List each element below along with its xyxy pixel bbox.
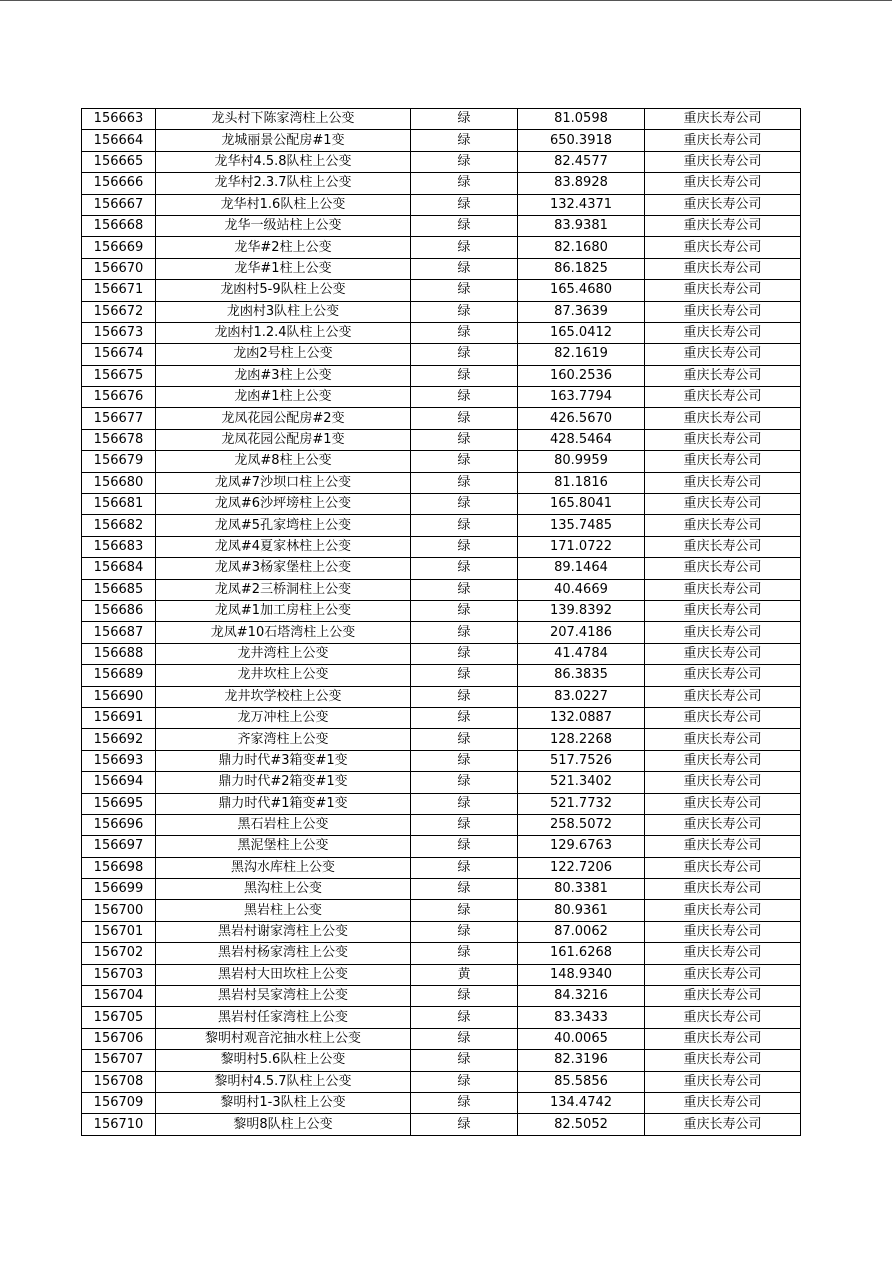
table-row (82, 494, 801, 515)
row-status-cell: 绿 (411, 130, 518, 151)
row-name-cell: 龙凼村3队柱上公变 (156, 301, 411, 322)
table-row (82, 365, 801, 386)
row-company-cell: 重庆长寿公司 (645, 387, 801, 408)
row-company-cell: 重庆长寿公司 (645, 579, 801, 600)
row-name-cell: 黑沟水库柱上公变 (156, 857, 411, 878)
table-row (82, 814, 801, 835)
row-value-cell: 86.1825 (518, 258, 645, 279)
row-id-cell: 156695 (82, 793, 156, 814)
row-status-cell: 绿 (411, 772, 518, 793)
row-name-cell: 黑岩村任家湾柱上公变 (156, 1007, 411, 1028)
row-id-cell: 156702 (82, 943, 156, 964)
table-row (82, 451, 801, 472)
row-company-cell: 重庆长寿公司 (645, 707, 801, 728)
row-id-cell: 156664 (82, 130, 156, 151)
row-id-cell: 156677 (82, 408, 156, 429)
row-value-cell: 80.9959 (518, 451, 645, 472)
row-name-cell: 龙凼2号柱上公变 (156, 344, 411, 365)
table-row (82, 665, 801, 686)
table-row (82, 900, 801, 921)
row-id-cell: 156679 (82, 451, 156, 472)
row-id-cell: 156683 (82, 536, 156, 557)
row-status-cell: 绿 (411, 1028, 518, 1049)
row-name-cell: 黑岩村大田坎柱上公变 (156, 964, 411, 985)
row-company-cell: 重庆长寿公司 (645, 943, 801, 964)
row-status-cell: 绿 (411, 515, 518, 536)
row-name-cell: 黎明8队柱上公变 (156, 1114, 411, 1135)
table-row (82, 344, 801, 365)
row-value-cell: 128.2268 (518, 729, 645, 750)
row-value-cell: 428.5464 (518, 429, 645, 450)
row-id-cell: 156699 (82, 879, 156, 900)
table-row (82, 707, 801, 728)
row-id-cell: 156673 (82, 322, 156, 343)
row-name-cell: 龙头村下陈家湾柱上公变 (156, 109, 411, 130)
row-value-cell: 171.0722 (518, 536, 645, 557)
row-company-cell: 重庆长寿公司 (645, 643, 801, 664)
row-status-cell: 绿 (411, 558, 518, 579)
row-value-cell: 163.7794 (518, 387, 645, 408)
row-name-cell: 龙凤#2三桥洞柱上公变 (156, 579, 411, 600)
row-company-cell: 重庆长寿公司 (645, 793, 801, 814)
row-name-cell: 黑泥堡柱上公变 (156, 836, 411, 857)
table-row (82, 215, 801, 236)
table-row (82, 130, 801, 151)
row-id-cell: 156694 (82, 772, 156, 793)
row-company-cell: 重庆长寿公司 (645, 1071, 801, 1092)
row-id-cell: 156685 (82, 579, 156, 600)
row-name-cell: 龙凼村5-9队柱上公变 (156, 280, 411, 301)
row-name-cell: 黎明村5.6队柱上公变 (156, 1050, 411, 1071)
row-id-cell: 156670 (82, 258, 156, 279)
row-name-cell: 龙凼#3柱上公变 (156, 365, 411, 386)
row-id-cell: 156676 (82, 387, 156, 408)
row-value-cell: 84.3216 (518, 986, 645, 1007)
row-company-cell: 重庆长寿公司 (645, 622, 801, 643)
row-company-cell: 重庆长寿公司 (645, 600, 801, 621)
row-value-cell: 650.3918 (518, 130, 645, 151)
table-row (82, 194, 801, 215)
row-name-cell: 黎明村观音沱抽水柱上公变 (156, 1028, 411, 1049)
row-company-cell: 重庆长寿公司 (645, 729, 801, 750)
row-company-cell: 重庆长寿公司 (645, 986, 801, 1007)
row-id-cell: 156675 (82, 365, 156, 386)
row-company-cell: 重庆长寿公司 (645, 429, 801, 450)
row-company-cell: 重庆长寿公司 (645, 365, 801, 386)
row-id-cell: 156674 (82, 344, 156, 365)
row-status-cell: 绿 (411, 237, 518, 258)
row-status-cell: 绿 (411, 1071, 518, 1092)
row-status-cell: 绿 (411, 280, 518, 301)
table-row (82, 579, 801, 600)
row-company-cell: 重庆长寿公司 (645, 1028, 801, 1049)
row-id-cell: 156689 (82, 665, 156, 686)
row-name-cell: 龙凤#10石塔湾柱上公变 (156, 622, 411, 643)
row-company-cell: 重庆长寿公司 (645, 665, 801, 686)
row-status-cell: 绿 (411, 151, 518, 172)
row-name-cell: 龙华#1柱上公变 (156, 258, 411, 279)
row-status-cell: 绿 (411, 451, 518, 472)
row-company-cell: 重庆长寿公司 (645, 857, 801, 878)
row-value-cell: 80.9361 (518, 900, 645, 921)
table-row (82, 986, 801, 1007)
row-name-cell: 龙华村2.3.7队柱上公变 (156, 173, 411, 194)
row-status-cell: 绿 (411, 536, 518, 557)
table-row (82, 729, 801, 750)
row-status-cell: 绿 (411, 408, 518, 429)
row-value-cell: 83.3433 (518, 1007, 645, 1028)
row-status-cell: 绿 (411, 1092, 518, 1113)
table-row (82, 879, 801, 900)
row-status-cell: 绿 (411, 301, 518, 322)
row-company-cell: 重庆长寿公司 (645, 536, 801, 557)
row-value-cell: 83.9381 (518, 215, 645, 236)
row-value-cell: 40.0065 (518, 1028, 645, 1049)
table-row (82, 1092, 801, 1113)
row-id-cell: 156701 (82, 921, 156, 942)
row-name-cell: 龙华一级站柱上公变 (156, 215, 411, 236)
row-value-cell: 82.1680 (518, 237, 645, 258)
row-value-cell: 148.9340 (518, 964, 645, 985)
row-company-cell: 重庆长寿公司 (645, 1092, 801, 1113)
row-id-cell: 156696 (82, 814, 156, 835)
row-status-cell: 绿 (411, 879, 518, 900)
row-name-cell: 龙凤#5孔家塆柱上公变 (156, 515, 411, 536)
row-name-cell: 龙凤#4夏家林柱上公变 (156, 536, 411, 557)
row-value-cell: 165.0412 (518, 322, 645, 343)
row-company-cell: 重庆长寿公司 (645, 258, 801, 279)
row-value-cell: 132.4371 (518, 194, 645, 215)
row-value-cell: 87.3639 (518, 301, 645, 322)
row-status-cell: 绿 (411, 686, 518, 707)
row-company-cell: 重庆长寿公司 (645, 130, 801, 151)
row-name-cell: 黑沟柱上公变 (156, 879, 411, 900)
row-value-cell: 82.1619 (518, 344, 645, 365)
row-value-cell: 86.3835 (518, 665, 645, 686)
row-value-cell: 165.4680 (518, 280, 645, 301)
table-row (82, 1028, 801, 1049)
row-id-cell: 156698 (82, 857, 156, 878)
row-name-cell: 黎明村1-3队柱上公变 (156, 1092, 411, 1113)
row-value-cell: 258.5072 (518, 814, 645, 835)
table-row (82, 1114, 801, 1135)
row-status-cell: 绿 (411, 622, 518, 643)
row-id-cell: 156703 (82, 964, 156, 985)
row-company-cell: 重庆长寿公司 (645, 151, 801, 172)
row-status-cell: 绿 (411, 344, 518, 365)
row-company-cell: 重庆长寿公司 (645, 814, 801, 835)
table-row (82, 237, 801, 258)
row-id-cell: 156704 (82, 986, 156, 1007)
row-status-cell: 绿 (411, 643, 518, 664)
row-name-cell: 黑岩村谢家湾柱上公变 (156, 921, 411, 942)
row-status-cell: 绿 (411, 1050, 518, 1071)
row-value-cell: 129.6763 (518, 836, 645, 857)
row-id-cell: 156707 (82, 1050, 156, 1071)
row-status-cell: 绿 (411, 258, 518, 279)
table-row (82, 109, 801, 130)
row-company-cell: 重庆长寿公司 (645, 301, 801, 322)
row-status-cell: 绿 (411, 729, 518, 750)
row-id-cell: 156666 (82, 173, 156, 194)
row-value-cell: 161.6268 (518, 943, 645, 964)
row-name-cell: 黑岩村杨家湾柱上公变 (156, 943, 411, 964)
row-value-cell: 80.3381 (518, 879, 645, 900)
row-id-cell: 156678 (82, 429, 156, 450)
row-status-cell: 绿 (411, 943, 518, 964)
table-row (82, 622, 801, 643)
table-row (82, 943, 801, 964)
row-status-cell: 绿 (411, 750, 518, 771)
row-name-cell: 龙凼村1.2.4队柱上公变 (156, 322, 411, 343)
row-name-cell: 龙凤#3杨家堡柱上公变 (156, 558, 411, 579)
table-row (82, 429, 801, 450)
row-value-cell: 83.8928 (518, 173, 645, 194)
row-value-cell: 85.5856 (518, 1071, 645, 1092)
row-company-cell: 重庆长寿公司 (645, 879, 801, 900)
table-row (82, 857, 801, 878)
table-row (82, 793, 801, 814)
row-status-cell: 绿 (411, 194, 518, 215)
table-row (82, 600, 801, 621)
row-status-cell: 绿 (411, 1114, 518, 1135)
row-status-cell: 绿 (411, 857, 518, 878)
row-company-cell: 重庆长寿公司 (645, 109, 801, 130)
row-company-cell: 重庆长寿公司 (645, 558, 801, 579)
row-value-cell: 82.4577 (518, 151, 645, 172)
table-row (82, 280, 801, 301)
row-value-cell: 134.4742 (518, 1092, 645, 1113)
row-status-cell: 绿 (411, 900, 518, 921)
row-name-cell: 龙凤#8柱上公变 (156, 451, 411, 472)
table-row (82, 173, 801, 194)
row-status-cell: 绿 (411, 986, 518, 1007)
row-company-cell: 重庆长寿公司 (645, 173, 801, 194)
row-company-cell: 重庆长寿公司 (645, 515, 801, 536)
row-id-cell: 156708 (82, 1071, 156, 1092)
row-status-cell: 绿 (411, 921, 518, 942)
row-value-cell: 135.7485 (518, 515, 645, 536)
row-value-cell: 81.0598 (518, 109, 645, 130)
row-company-cell: 重庆长寿公司 (645, 194, 801, 215)
row-name-cell: 黑岩村吴家湾柱上公变 (156, 986, 411, 1007)
row-company-cell: 重庆长寿公司 (645, 836, 801, 857)
row-value-cell: 122.7206 (518, 857, 645, 878)
table-row (82, 515, 801, 536)
row-name-cell: 龙井坎学校柱上公变 (156, 686, 411, 707)
row-name-cell: 龙凤#1加工房柱上公变 (156, 600, 411, 621)
row-id-cell: 156690 (82, 686, 156, 707)
table-row (82, 536, 801, 557)
page-top-rule (0, 0, 892, 1)
row-name-cell: 黎明村4.5.7队柱上公变 (156, 1071, 411, 1092)
table-row (82, 964, 801, 985)
row-id-cell: 156665 (82, 151, 156, 172)
row-status-cell: 绿 (411, 579, 518, 600)
row-company-cell: 重庆长寿公司 (645, 686, 801, 707)
row-id-cell: 156687 (82, 622, 156, 643)
row-name-cell: 龙华村1.6队柱上公变 (156, 194, 411, 215)
row-id-cell: 156688 (82, 643, 156, 664)
row-id-cell: 156706 (82, 1028, 156, 1049)
row-company-cell: 重庆长寿公司 (645, 1114, 801, 1135)
table-row (82, 472, 801, 493)
row-name-cell: 龙凼#1柱上公变 (156, 387, 411, 408)
table-row (82, 750, 801, 771)
row-company-cell: 重庆长寿公司 (645, 494, 801, 515)
row-value-cell: 165.8041 (518, 494, 645, 515)
row-name-cell: 龙万冲柱上公变 (156, 707, 411, 728)
row-company-cell: 重庆长寿公司 (645, 215, 801, 236)
row-company-cell: 重庆长寿公司 (645, 451, 801, 472)
row-value-cell: 81.1816 (518, 472, 645, 493)
row-status-cell: 绿 (411, 793, 518, 814)
table-row (82, 643, 801, 664)
table-row (82, 1050, 801, 1071)
table-row (82, 387, 801, 408)
row-name-cell: 齐家湾柱上公变 (156, 729, 411, 750)
table-row (82, 322, 801, 343)
row-value-cell: 82.3196 (518, 1050, 645, 1071)
row-company-cell: 重庆长寿公司 (645, 964, 801, 985)
row-id-cell: 156672 (82, 301, 156, 322)
row-name-cell: 鼎力时代#3箱变#1变 (156, 750, 411, 771)
row-company-cell: 重庆长寿公司 (645, 921, 801, 942)
row-value-cell: 89.1464 (518, 558, 645, 579)
row-value-cell: 426.5670 (518, 408, 645, 429)
table-row (82, 301, 801, 322)
row-value-cell: 82.5052 (518, 1114, 645, 1135)
row-id-cell: 156669 (82, 237, 156, 258)
row-name-cell: 鼎力时代#1箱变#1变 (156, 793, 411, 814)
row-name-cell: 鼎力时代#2箱变#1变 (156, 772, 411, 793)
table-row (82, 1007, 801, 1028)
row-status-cell: 黄 (411, 964, 518, 985)
table-row (82, 408, 801, 429)
row-id-cell: 156709 (82, 1092, 156, 1113)
row-value-cell: 139.8392 (518, 600, 645, 621)
row-status-cell: 绿 (411, 665, 518, 686)
row-id-cell: 156693 (82, 750, 156, 771)
row-name-cell: 龙凤#6沙坪塝柱上公变 (156, 494, 411, 515)
row-id-cell: 156697 (82, 836, 156, 857)
table-row (82, 836, 801, 857)
row-id-cell: 156692 (82, 729, 156, 750)
row-id-cell: 156710 (82, 1114, 156, 1135)
row-value-cell: 207.4186 (518, 622, 645, 643)
row-company-cell: 重庆长寿公司 (645, 772, 801, 793)
row-company-cell: 重庆长寿公司 (645, 900, 801, 921)
row-id-cell: 156686 (82, 600, 156, 621)
row-status-cell: 绿 (411, 814, 518, 835)
row-id-cell: 156684 (82, 558, 156, 579)
transformer-table (81, 108, 801, 1136)
row-name-cell: 龙城丽景公配房#1变 (156, 130, 411, 151)
row-value-cell: 160.2536 (518, 365, 645, 386)
row-name-cell: 龙华#2柱上公变 (156, 237, 411, 258)
row-name-cell: 龙华村4.5.8队柱上公变 (156, 151, 411, 172)
row-id-cell: 156668 (82, 215, 156, 236)
row-status-cell: 绿 (411, 707, 518, 728)
row-status-cell: 绿 (411, 836, 518, 857)
row-company-cell: 重庆长寿公司 (645, 1050, 801, 1071)
row-value-cell: 40.4669 (518, 579, 645, 600)
row-status-cell: 绿 (411, 322, 518, 343)
row-status-cell: 绿 (411, 387, 518, 408)
row-company-cell: 重庆长寿公司 (645, 408, 801, 429)
row-status-cell: 绿 (411, 429, 518, 450)
row-company-cell: 重庆长寿公司 (645, 472, 801, 493)
row-status-cell: 绿 (411, 173, 518, 194)
row-value-cell: 517.7526 (518, 750, 645, 771)
row-id-cell: 156705 (82, 1007, 156, 1028)
row-id-cell: 156681 (82, 494, 156, 515)
row-name-cell: 黑岩柱上公变 (156, 900, 411, 921)
row-id-cell: 156667 (82, 194, 156, 215)
row-company-cell: 重庆长寿公司 (645, 322, 801, 343)
row-name-cell: 黑石岩柱上公变 (156, 814, 411, 835)
row-company-cell: 重庆长寿公司 (645, 750, 801, 771)
row-id-cell: 156700 (82, 900, 156, 921)
table-row (82, 151, 801, 172)
table-row (82, 558, 801, 579)
row-id-cell: 156682 (82, 515, 156, 536)
row-name-cell: 龙凤花园公配房#1变 (156, 429, 411, 450)
row-status-cell: 绿 (411, 215, 518, 236)
row-id-cell: 156680 (82, 472, 156, 493)
row-id-cell: 156691 (82, 707, 156, 728)
row-id-cell: 156671 (82, 280, 156, 301)
row-status-cell: 绿 (411, 1007, 518, 1028)
row-name-cell: 龙凤#7沙坝口柱上公变 (156, 472, 411, 493)
row-company-cell: 重庆长寿公司 (645, 280, 801, 301)
table-row (82, 258, 801, 279)
row-status-cell: 绿 (411, 494, 518, 515)
table-row (82, 1071, 801, 1092)
row-status-cell: 绿 (411, 600, 518, 621)
row-value-cell: 41.4784 (518, 643, 645, 664)
row-status-cell: 绿 (411, 365, 518, 386)
row-value-cell: 87.0062 (518, 921, 645, 942)
row-company-cell: 重庆长寿公司 (645, 237, 801, 258)
row-value-cell: 521.3402 (518, 772, 645, 793)
row-company-cell: 重庆长寿公司 (645, 344, 801, 365)
table-row (82, 921, 801, 942)
row-status-cell: 绿 (411, 472, 518, 493)
table-row (82, 772, 801, 793)
row-name-cell: 龙凤花园公配房#2变 (156, 408, 411, 429)
row-company-cell: 重庆长寿公司 (645, 1007, 801, 1028)
table-body (82, 109, 801, 1136)
row-name-cell: 龙井湾柱上公变 (156, 643, 411, 664)
row-id-cell: 156663 (82, 109, 156, 130)
row-value-cell: 83.0227 (518, 686, 645, 707)
row-name-cell: 龙井坎柱上公变 (156, 665, 411, 686)
row-status-cell: 绿 (411, 109, 518, 130)
row-value-cell: 132.0887 (518, 707, 645, 728)
table-row (82, 686, 801, 707)
row-value-cell: 521.7732 (518, 793, 645, 814)
